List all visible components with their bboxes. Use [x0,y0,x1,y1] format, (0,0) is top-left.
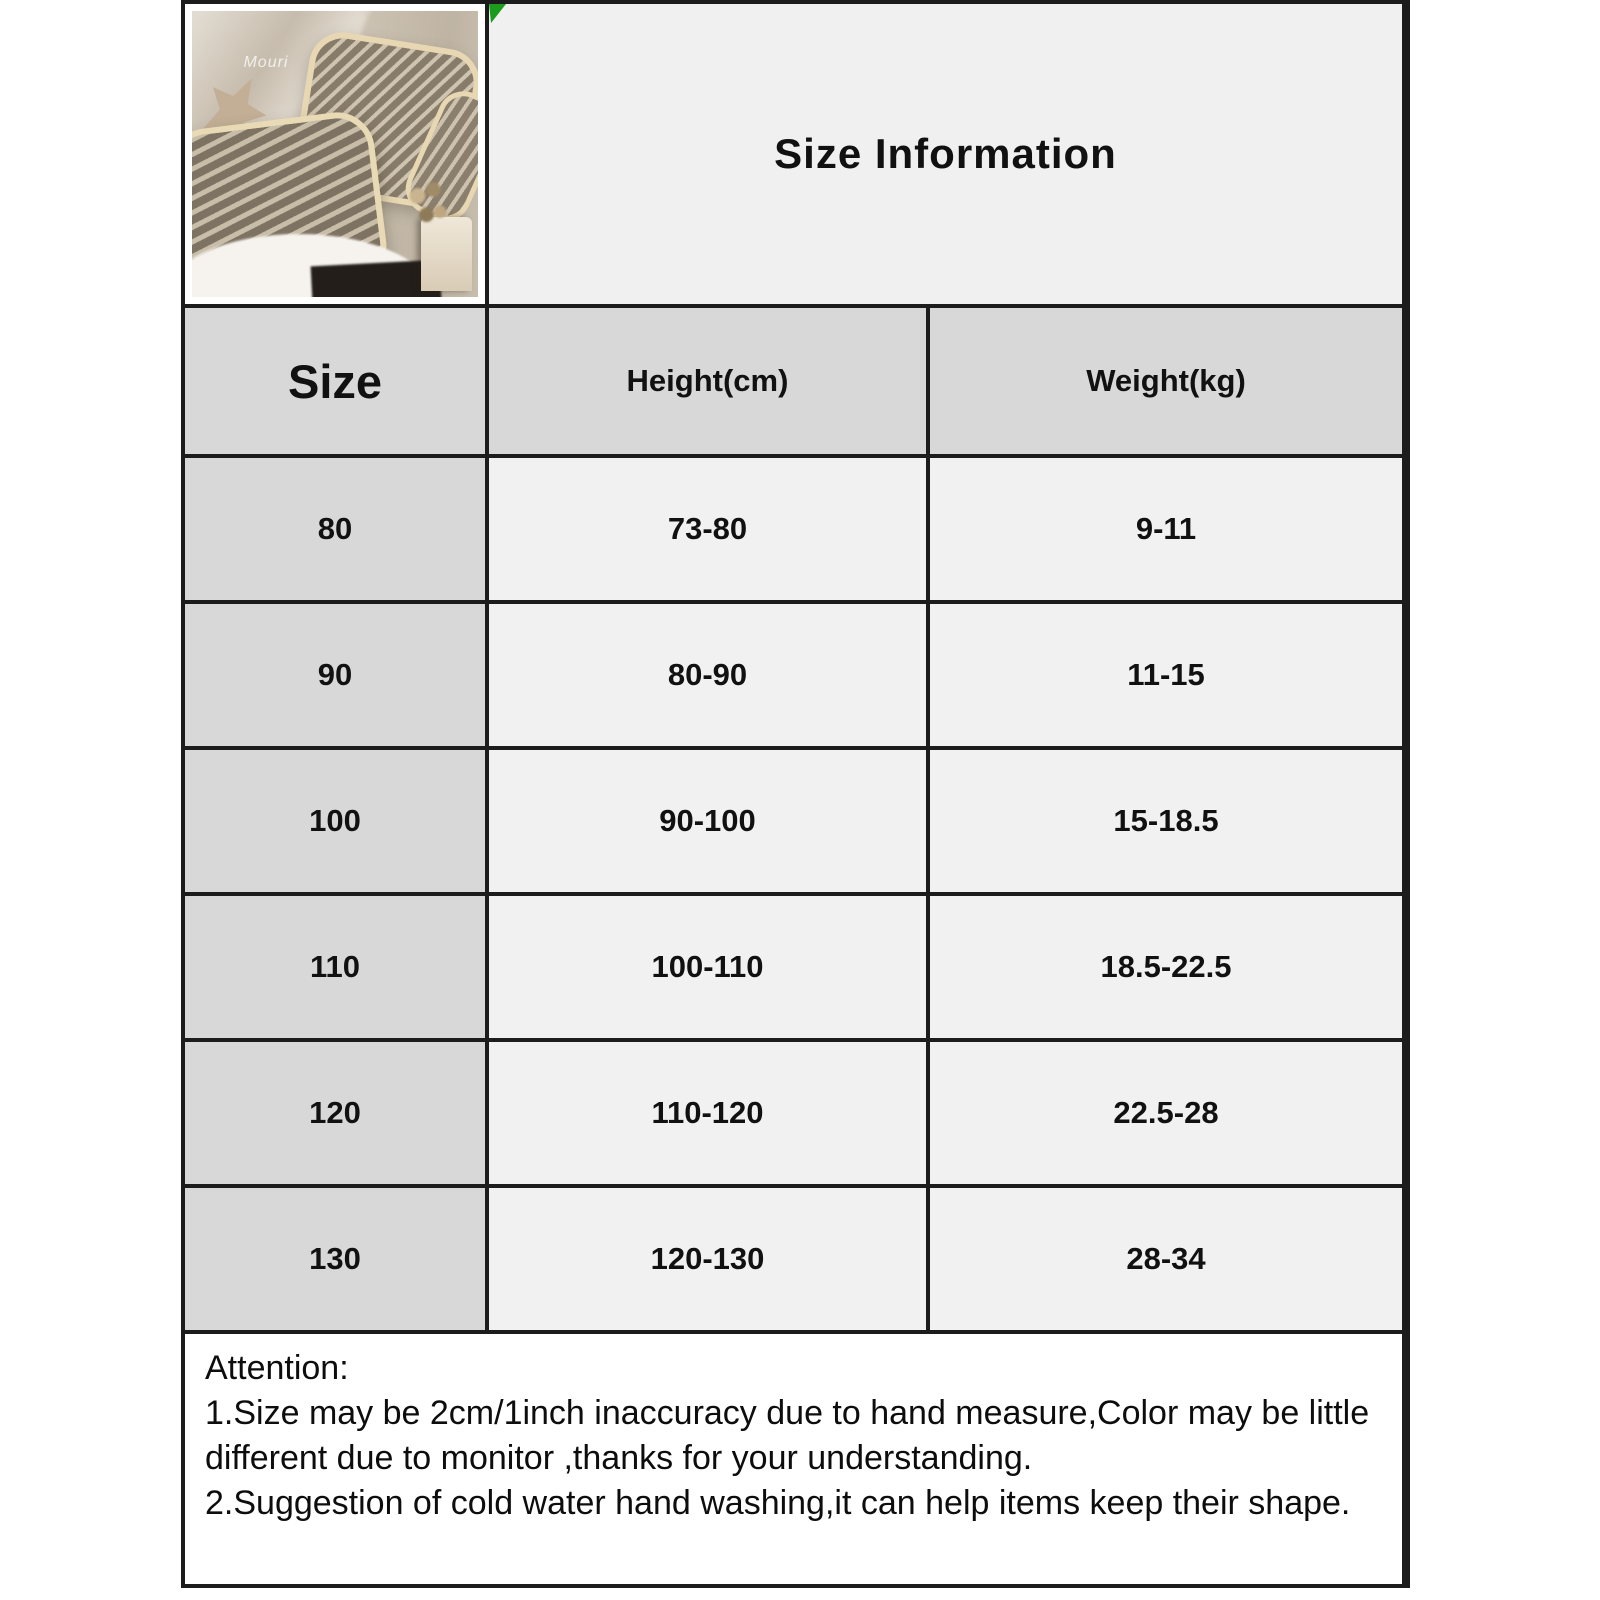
height-cell: 73-80 [489,458,926,600]
weight-cell: 15-18.5 [930,750,1402,892]
size-cell: 90 [185,604,485,746]
attention-heading: Attention: [205,1349,349,1387]
attention-note-2: 2.Suggestion of cold water hand washing,it can help items keep their shape. [205,1483,1351,1522]
size-cell: 80 [185,458,485,600]
title-cell [489,4,1402,304]
size-cell: 120 [185,1042,485,1184]
size-cell: 130 [185,1188,485,1330]
height-cell: 120-130 [489,1188,926,1330]
weight-cell: 22.5-28 [930,1042,1402,1184]
spreadsheet-error-marker-icon [489,4,506,23]
product-photo-canvas [192,11,478,297]
column-header-height: Height(cm) [489,308,926,454]
weight-cell: 28-34 [930,1188,1402,1330]
weight-cell: 11-15 [930,604,1402,746]
column-header-weight: Weight(kg) [930,308,1402,454]
height-cell: 110-120 [489,1042,926,1184]
page-title: Size Information [774,130,1117,177]
attention-note-1: 1.Size may be 2cm/1inch inaccuracy due to hand measure,Color may be little different due to monitor ,thanks for your understanding. [205,1393,1370,1477]
size-cell: 110 [185,896,485,1038]
dried-flowers [404,177,450,240]
column-header-size: Size [185,308,485,454]
height-cell: 80-90 [489,604,926,746]
size-chart-sheet [181,0,1410,1588]
height-cell: 100-110 [489,896,926,1038]
weight-cell: 9-11 [930,458,1402,600]
photo-watermark: Mouri [243,53,289,71]
weight-cell: 18.5-22.5 [930,896,1402,1038]
height-cell: 90-100 [489,750,926,892]
attention-note [185,1334,1402,1584]
product-photo [185,4,485,304]
size-cell: 100 [185,750,485,892]
